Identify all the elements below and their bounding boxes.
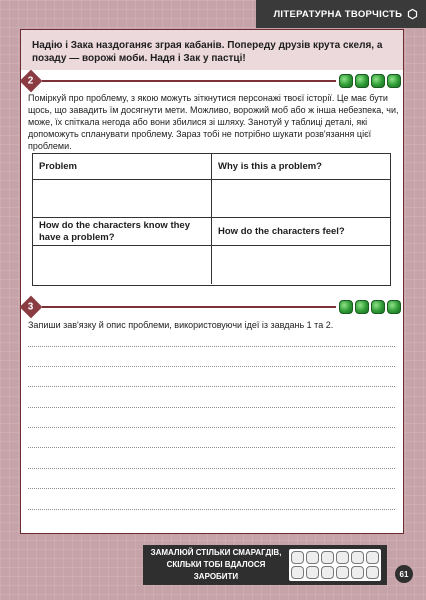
section-title: ЛІТЕРАТУРНА ТВОРЧІСТЬ — [273, 8, 403, 20]
problem-planning-table — [32, 153, 391, 286]
tracker-caption-line-2: СКІЛЬКИ ТОБІ ВДАЛОСЯ ЗАРОБИТИ — [166, 560, 266, 581]
task-2-instruction: Поміркуй про проблему, з якою можуть зіткнутися персонажі твоєї історії. Це має бути щось, що завадить їм досягнути мети. Можливо, ворожий моб або ж інша небезпека, чи, може, їх спіткала негода або вони збилися зі шляху. Занотуй у таблиці деталі, які допоможуть спланувати проблему. Зараз тобі не потрібно шукати розв'язання цієї проблеми. — [28, 93, 399, 151]
emerald-icon — [387, 300, 401, 314]
emerald-slot-icon[interactable] — [321, 551, 334, 564]
task-3-gems — [339, 300, 401, 314]
writing-line[interactable] — [28, 509, 395, 510]
tracker-caption-line-1: ЗАМАЛЮЙ СТІЛЬКИ СМАРАГДІВ, — [150, 548, 282, 557]
emerald-slot-icon[interactable] — [336, 551, 349, 564]
writing-line[interactable] — [28, 447, 395, 448]
emerald-icon — [355, 74, 369, 88]
tracker-caption — [147, 547, 285, 583]
how-know-answer-cell[interactable] — [33, 246, 212, 284]
emerald-slot-icon[interactable] — [366, 566, 379, 579]
divider-line — [42, 80, 336, 82]
emerald-icon — [355, 300, 369, 314]
emerald-slot-icon[interactable] — [291, 551, 304, 564]
writing-line[interactable] — [28, 488, 395, 489]
problem-header: Problem — [33, 154, 212, 180]
writing-line[interactable] — [28, 346, 395, 347]
emerald-slot-icon[interactable] — [306, 566, 319, 579]
emerald-icon — [387, 74, 401, 88]
emerald-icon — [339, 74, 353, 88]
writing-line[interactable] — [28, 427, 395, 428]
hexagon-icon: ⬡ — [407, 7, 418, 21]
writing-line[interactable] — [28, 366, 395, 367]
task-3-instruction: Запиши зав'язку й опис проблеми, використовуючи ідеї із завдань 1 та 2. — [28, 320, 334, 330]
problem-answer-cell[interactable] — [33, 180, 212, 218]
emerald-slots — [289, 549, 381, 581]
emerald-slot-icon[interactable] — [351, 551, 364, 564]
emerald-slot-icon[interactable] — [351, 566, 364, 579]
emerald-icon — [339, 300, 353, 314]
task-3-header — [23, 299, 401, 315]
how-know-header: How do the characters know they have a problem? — [33, 218, 212, 246]
emerald-slot-icon[interactable] — [291, 566, 304, 579]
divider-line — [42, 306, 336, 308]
section-header — [256, 0, 426, 28]
emerald-slot-icon[interactable] — [306, 551, 319, 564]
emerald-slot-icon[interactable] — [366, 551, 379, 564]
page-number: 61 — [395, 565, 413, 583]
task-2-gems — [339, 74, 401, 88]
task-2-header — [23, 73, 401, 89]
task-3-number-badge: 3 — [20, 296, 43, 319]
writing-line[interactable] — [28, 468, 395, 469]
emerald-slot-icon[interactable] — [321, 566, 334, 579]
emerald-icon — [371, 74, 385, 88]
writing-line[interactable] — [28, 386, 395, 387]
why-answer-cell[interactable] — [212, 180, 391, 218]
worksheet-card — [20, 29, 404, 534]
emerald-icon — [371, 300, 385, 314]
emerald-slot-icon[interactable] — [336, 566, 349, 579]
task-2-number-badge: 2 — [20, 70, 43, 93]
how-feel-answer-cell[interactable] — [212, 246, 391, 284]
how-feel-header: How do the characters feel? — [212, 218, 391, 246]
why-problem-header: Why is this a problem? — [212, 154, 391, 180]
emerald-tracker — [143, 545, 387, 585]
task-1-panel — [21, 30, 403, 70]
writing-line[interactable] — [28, 407, 395, 408]
task-1-text: Надію і Зака наздоганяє зграя кабанів. Попереду друзів крута скеля, а позаду — ворожі моби. Надя і Зак у пастці! — [32, 40, 383, 64]
